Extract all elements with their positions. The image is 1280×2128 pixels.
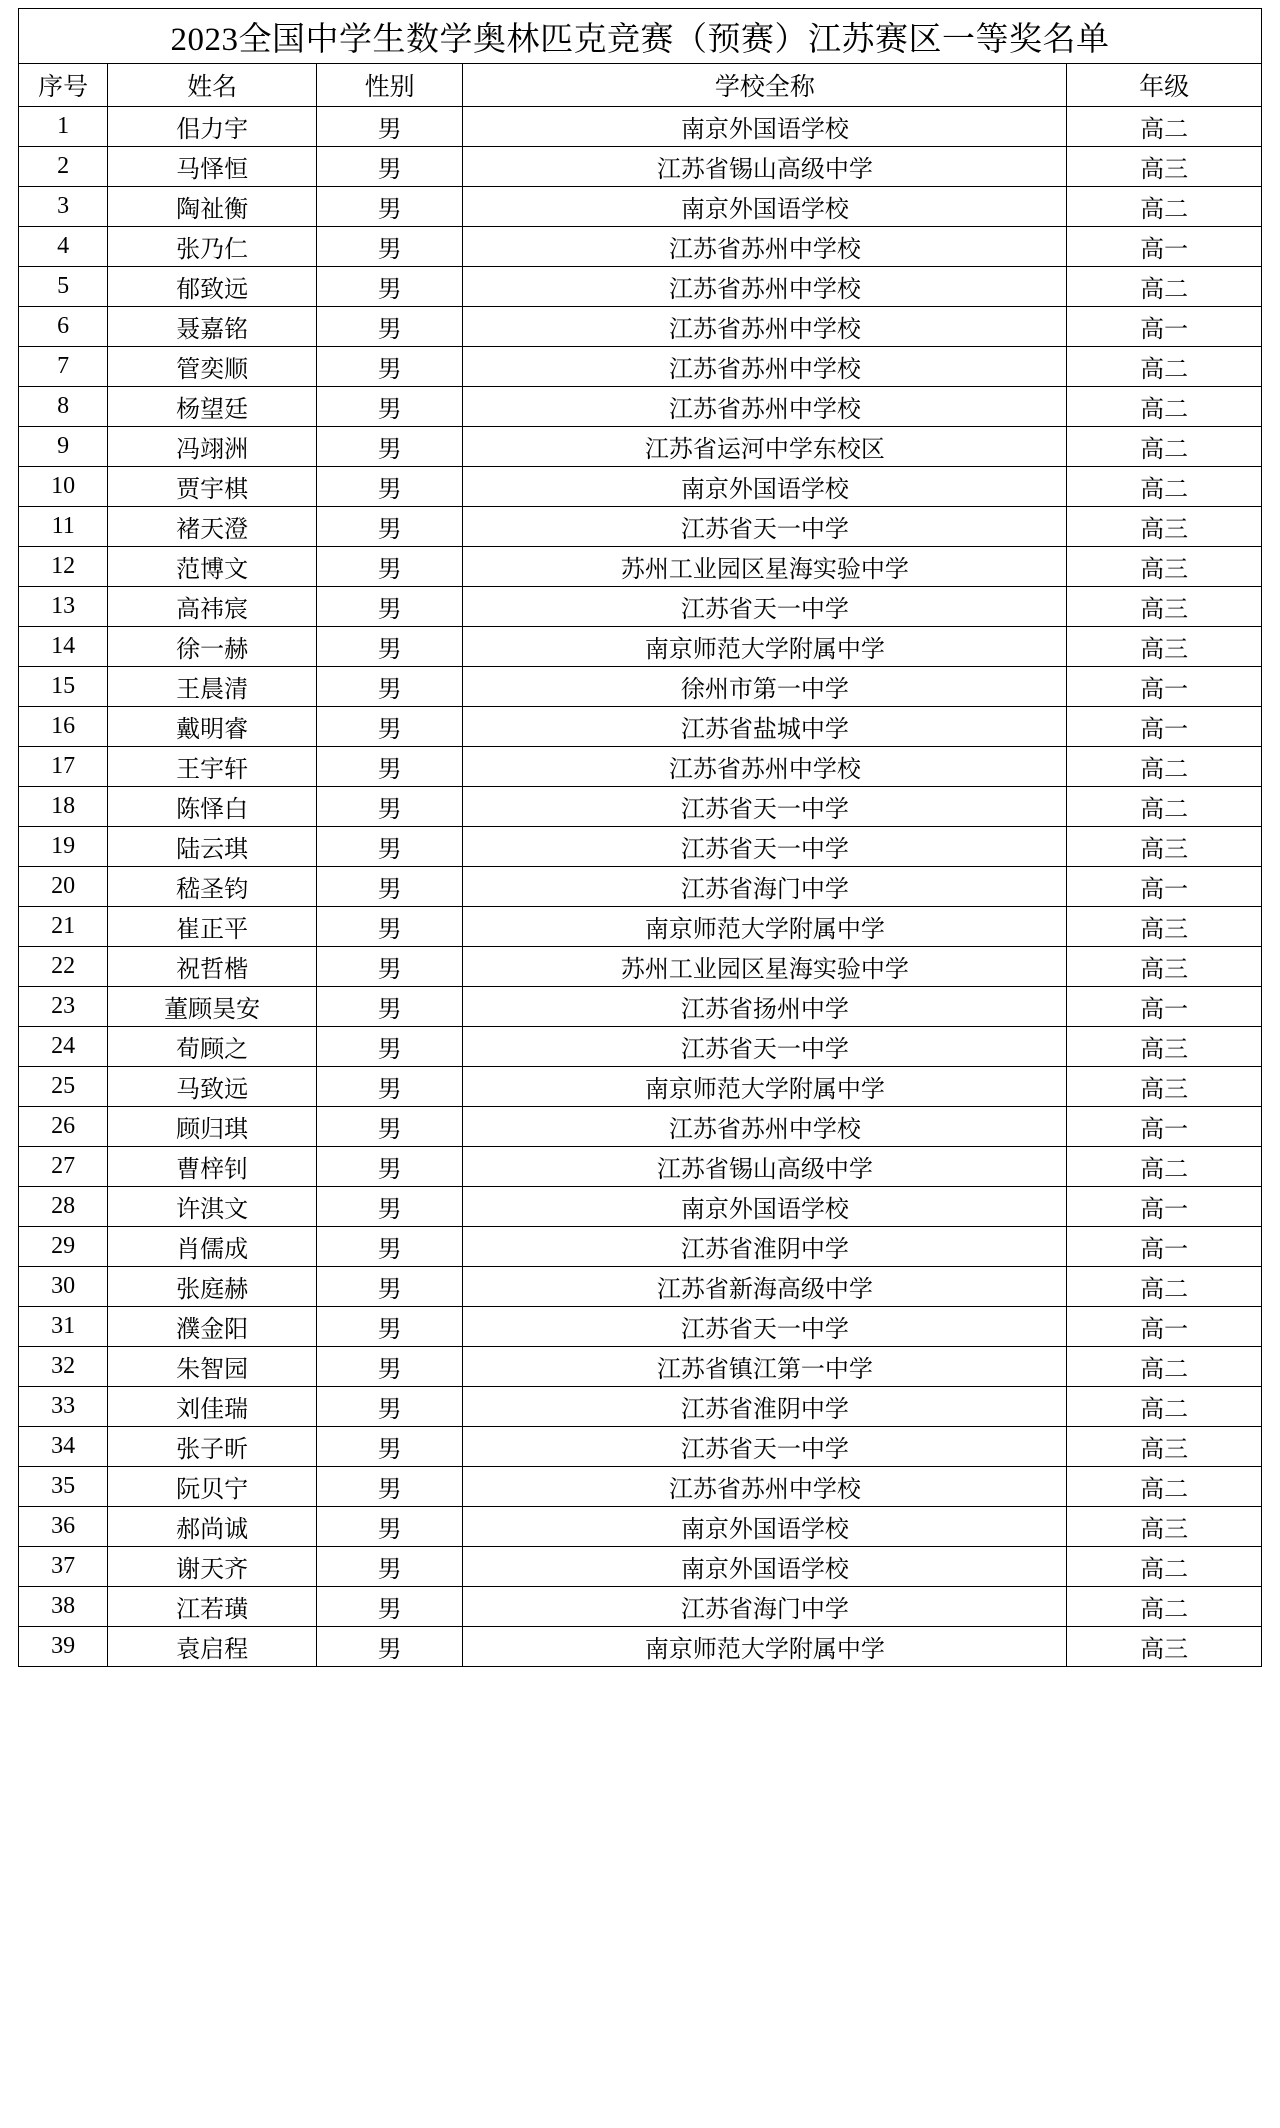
table-row: [19, 1027, 1262, 1067]
cell-gender: 男: [316, 387, 463, 427]
cell-name: 王晨清: [108, 667, 317, 707]
table-row: [19, 707, 1262, 747]
cell-index: 7: [19, 347, 108, 387]
cell-school: 江苏省天一中学: [463, 1427, 1067, 1467]
table-row: [19, 1427, 1262, 1467]
cell-grade: 高一: [1067, 307, 1262, 347]
cell-grade: 高二: [1067, 1547, 1262, 1587]
cell-grade: 高三: [1067, 147, 1262, 187]
cell-gender: 男: [316, 1387, 463, 1427]
cell-school: 南京外国语学校: [463, 187, 1067, 227]
cell-grade: 高二: [1067, 747, 1262, 787]
table-row: [19, 1387, 1262, 1427]
cell-school: 江苏省扬州中学: [463, 987, 1067, 1027]
cell-grade: 高三: [1067, 547, 1262, 587]
cell-school: 江苏省天一中学: [463, 787, 1067, 827]
cell-school: 江苏省淮阴中学: [463, 1227, 1067, 1267]
cell-school: 江苏省苏州中学校: [463, 387, 1067, 427]
cell-name: 张乃仁: [108, 227, 317, 267]
cell-grade: 高一: [1067, 1307, 1262, 1347]
cell-index: 8: [19, 387, 108, 427]
cell-grade: 高二: [1067, 387, 1262, 427]
cell-index: 24: [19, 1027, 108, 1067]
cell-gender: 男: [316, 467, 463, 507]
table-row: [19, 347, 1262, 387]
cell-school: 南京师范大学附属中学: [463, 907, 1067, 947]
award-list-table: [18, 8, 1262, 1667]
cell-grade: 高二: [1067, 1147, 1262, 1187]
cell-index: 2: [19, 147, 108, 187]
cell-school: 江苏省镇江第一中学: [463, 1347, 1067, 1387]
cell-gender: 男: [316, 867, 463, 907]
table-row: [19, 747, 1262, 787]
cell-name: 陆云琪: [108, 827, 317, 867]
table-row: [19, 387, 1262, 427]
cell-gender: 男: [316, 1067, 463, 1107]
cell-grade: 高三: [1067, 1067, 1262, 1107]
cell-gender: 男: [316, 1467, 463, 1507]
cell-name: 戴明睿: [108, 707, 317, 747]
cell-gender: 男: [316, 627, 463, 667]
cell-gender: 男: [316, 947, 463, 987]
column-header-grade: 年级: [1067, 64, 1262, 107]
table-row: [19, 147, 1262, 187]
table-row: [19, 867, 1262, 907]
cell-index: 15: [19, 667, 108, 707]
cell-grade: 高二: [1067, 1347, 1262, 1387]
cell-school: 江苏省苏州中学校: [463, 1107, 1067, 1147]
cell-name: 王宇轩: [108, 747, 317, 787]
cell-name: 高祎宸: [108, 587, 317, 627]
table-row: [19, 1307, 1262, 1347]
table-row: [19, 907, 1262, 947]
cell-grade: 高二: [1067, 467, 1262, 507]
cell-index: 18: [19, 787, 108, 827]
cell-school: 江苏省苏州中学校: [463, 307, 1067, 347]
cell-school: 江苏省海门中学: [463, 1587, 1067, 1627]
cell-index: 5: [19, 267, 108, 307]
cell-name: 崔正平: [108, 907, 317, 947]
table-body: [19, 9, 1262, 1667]
cell-gender: 男: [316, 1307, 463, 1347]
cell-index: 30: [19, 1267, 108, 1307]
cell-gender: 男: [316, 1027, 463, 1067]
cell-school: 南京师范大学附属中学: [463, 1067, 1067, 1107]
cell-gender: 男: [316, 1587, 463, 1627]
table-row: [19, 1347, 1262, 1387]
cell-name: 陈怿白: [108, 787, 317, 827]
cell-school: 南京师范大学附属中学: [463, 1627, 1067, 1667]
cell-school: 南京外国语学校: [463, 107, 1067, 147]
cell-school: 江苏省天一中学: [463, 827, 1067, 867]
cell-index: 28: [19, 1187, 108, 1227]
table-row: [19, 947, 1262, 987]
cell-name: 董顾昊安: [108, 987, 317, 1027]
cell-name: 杨望廷: [108, 387, 317, 427]
cell-name: 郝尚诚: [108, 1507, 317, 1547]
table-row: [19, 1627, 1262, 1667]
cell-name: 佀力宇: [108, 107, 317, 147]
cell-gender: 男: [316, 787, 463, 827]
cell-gender: 男: [316, 107, 463, 147]
cell-school: 江苏省天一中学: [463, 587, 1067, 627]
cell-grade: 高一: [1067, 227, 1262, 267]
table-row: [19, 987, 1262, 1027]
cell-school: 江苏省苏州中学校: [463, 267, 1067, 307]
cell-school: 江苏省盐城中学: [463, 707, 1067, 747]
cell-grade: 高三: [1067, 1427, 1262, 1467]
cell-name: 刘佳瑞: [108, 1387, 317, 1427]
cell-grade: 高二: [1067, 787, 1262, 827]
cell-school: 江苏省天一中学: [463, 1307, 1067, 1347]
cell-name: 聂嘉铭: [108, 307, 317, 347]
table-row: [19, 787, 1262, 827]
cell-index: 29: [19, 1227, 108, 1267]
cell-gender: 男: [316, 307, 463, 347]
cell-school: 江苏省苏州中学校: [463, 1467, 1067, 1507]
table-row: [19, 107, 1262, 147]
cell-index: 1: [19, 107, 108, 147]
cell-index: 32: [19, 1347, 108, 1387]
cell-grade: 高一: [1067, 987, 1262, 1027]
cell-index: 6: [19, 307, 108, 347]
table-row: [19, 507, 1262, 547]
cell-gender: 男: [316, 1627, 463, 1667]
cell-school: 江苏省淮阴中学: [463, 1387, 1067, 1427]
cell-gender: 男: [316, 427, 463, 467]
cell-index: 31: [19, 1307, 108, 1347]
cell-index: 3: [19, 187, 108, 227]
cell-name: 阮贝宁: [108, 1467, 317, 1507]
cell-gender: 男: [316, 987, 463, 1027]
cell-name: 陶祉衡: [108, 187, 317, 227]
cell-name: 马怿恒: [108, 147, 317, 187]
table-row: [19, 1227, 1262, 1267]
cell-name: 曹梓钊: [108, 1147, 317, 1187]
cell-index: 25: [19, 1067, 108, 1107]
cell-name: 张庭赫: [108, 1267, 317, 1307]
table-row: [19, 1267, 1262, 1307]
cell-name: 嵇圣钧: [108, 867, 317, 907]
cell-grade: 高一: [1067, 1227, 1262, 1267]
cell-gender: 男: [316, 227, 463, 267]
cell-name: 褚天澄: [108, 507, 317, 547]
cell-index: 9: [19, 427, 108, 467]
cell-grade: 高二: [1067, 1587, 1262, 1627]
cell-school: 江苏省锡山高级中学: [463, 1147, 1067, 1187]
cell-gender: 男: [316, 1227, 463, 1267]
cell-index: 12: [19, 547, 108, 587]
cell-gender: 男: [316, 1347, 463, 1387]
cell-gender: 男: [316, 347, 463, 387]
table-row: [19, 187, 1262, 227]
cell-gender: 男: [316, 1107, 463, 1147]
cell-name: 许淇文: [108, 1187, 317, 1227]
cell-index: 22: [19, 947, 108, 987]
cell-index: 13: [19, 587, 108, 627]
cell-grade: 高一: [1067, 867, 1262, 907]
cell-index: 11: [19, 507, 108, 547]
table-row: [19, 827, 1262, 867]
column-header-school: 学校全称: [463, 64, 1067, 107]
cell-gender: 男: [316, 1187, 463, 1227]
cell-index: 23: [19, 987, 108, 1027]
table-row: [19, 1467, 1262, 1507]
cell-grade: 高一: [1067, 1107, 1262, 1147]
cell-index: 10: [19, 467, 108, 507]
table-row: [19, 627, 1262, 667]
cell-name: 江若璜: [108, 1587, 317, 1627]
cell-index: 20: [19, 867, 108, 907]
table-row: [19, 547, 1262, 587]
cell-name: 袁启程: [108, 1627, 317, 1667]
cell-name: 濮金阳: [108, 1307, 317, 1347]
cell-gender: 男: [316, 1267, 463, 1307]
table-row: [19, 307, 1262, 347]
cell-name: 顾归琪: [108, 1107, 317, 1147]
cell-index: 19: [19, 827, 108, 867]
table-row: [19, 1187, 1262, 1227]
cell-gender: 男: [316, 507, 463, 547]
cell-school: 江苏省海门中学: [463, 867, 1067, 907]
cell-index: 33: [19, 1387, 108, 1427]
header-row: [19, 64, 1262, 107]
cell-school: 苏州工业园区星海实验中学: [463, 947, 1067, 987]
table-row: [19, 1107, 1262, 1147]
cell-gender: 男: [316, 587, 463, 627]
cell-grade: 高三: [1067, 1627, 1262, 1667]
cell-grade: 高三: [1067, 507, 1262, 547]
cell-gender: 男: [316, 1547, 463, 1587]
cell-gender: 男: [316, 187, 463, 227]
table-row: [19, 1547, 1262, 1587]
table-row: [19, 267, 1262, 307]
cell-school: 南京外国语学校: [463, 1187, 1067, 1227]
cell-grade: 高一: [1067, 1187, 1262, 1227]
cell-index: 16: [19, 707, 108, 747]
table-row: [19, 1587, 1262, 1627]
table-row: [19, 427, 1262, 467]
table-row: [19, 1067, 1262, 1107]
cell-school: 江苏省苏州中学校: [463, 347, 1067, 387]
cell-grade: 高二: [1067, 427, 1262, 467]
cell-grade: 高二: [1067, 1387, 1262, 1427]
cell-school: 南京外国语学校: [463, 467, 1067, 507]
title-row: [19, 9, 1262, 64]
cell-index: 17: [19, 747, 108, 787]
cell-school: 江苏省天一中学: [463, 1027, 1067, 1067]
cell-gender: 男: [316, 1427, 463, 1467]
cell-index: 37: [19, 1547, 108, 1587]
cell-gender: 男: [316, 747, 463, 787]
cell-school: 江苏省天一中学: [463, 507, 1067, 547]
cell-name: 管奕顺: [108, 347, 317, 387]
cell-grade: 高三: [1067, 1507, 1262, 1547]
cell-school: 江苏省运河中学东校区: [463, 427, 1067, 467]
table-row: [19, 1147, 1262, 1187]
table-row: [19, 587, 1262, 627]
table-row: [19, 467, 1262, 507]
cell-school: 南京师范大学附属中学: [463, 627, 1067, 667]
cell-index: 26: [19, 1107, 108, 1147]
cell-grade: 高二: [1067, 1467, 1262, 1507]
cell-grade: 高一: [1067, 707, 1262, 747]
cell-gender: 男: [316, 147, 463, 187]
cell-gender: 男: [316, 267, 463, 307]
cell-grade: 高三: [1067, 947, 1262, 987]
cell-school: 苏州工业园区星海实验中学: [463, 547, 1067, 587]
cell-gender: 男: [316, 707, 463, 747]
cell-name: 徐一赫: [108, 627, 317, 667]
cell-grade: 高二: [1067, 1267, 1262, 1307]
cell-gender: 男: [316, 547, 463, 587]
cell-index: 36: [19, 1507, 108, 1547]
column-header-name: 姓名: [108, 64, 317, 107]
cell-grade: 高三: [1067, 827, 1262, 867]
cell-name: 马致远: [108, 1067, 317, 1107]
cell-index: 4: [19, 227, 108, 267]
table-row: [19, 227, 1262, 267]
column-header-index: 序号: [19, 64, 108, 107]
cell-name: 荀顾之: [108, 1027, 317, 1067]
cell-name: 张子昕: [108, 1427, 317, 1467]
cell-school: 徐州市第一中学: [463, 667, 1067, 707]
cell-grade: 高二: [1067, 267, 1262, 307]
cell-gender: 男: [316, 667, 463, 707]
cell-index: 39: [19, 1627, 108, 1667]
cell-index: 35: [19, 1467, 108, 1507]
cell-index: 34: [19, 1427, 108, 1467]
cell-school: 江苏省苏州中学校: [463, 227, 1067, 267]
cell-name: 祝哲楷: [108, 947, 317, 987]
table-row: [19, 1507, 1262, 1547]
cell-name: 郁致远: [108, 267, 317, 307]
cell-grade: 高二: [1067, 107, 1262, 147]
cell-gender: 男: [316, 907, 463, 947]
cell-school: 江苏省新海高级中学: [463, 1267, 1067, 1307]
cell-gender: 男: [316, 1507, 463, 1547]
cell-grade: 高一: [1067, 667, 1262, 707]
cell-grade: 高二: [1067, 187, 1262, 227]
cell-name: 冯翊洲: [108, 427, 317, 467]
cell-name: 贾宇棋: [108, 467, 317, 507]
cell-name: 朱智园: [108, 1347, 317, 1387]
cell-school: 南京外国语学校: [463, 1547, 1067, 1587]
cell-grade: 高三: [1067, 907, 1262, 947]
cell-name: 肖儒成: [108, 1227, 317, 1267]
cell-index: 38: [19, 1587, 108, 1627]
cell-name: 谢天齐: [108, 1547, 317, 1587]
cell-grade: 高三: [1067, 587, 1262, 627]
cell-school: 南京外国语学校: [463, 1507, 1067, 1547]
cell-grade: 高二: [1067, 347, 1262, 387]
cell-name: 范博文: [108, 547, 317, 587]
cell-grade: 高三: [1067, 627, 1262, 667]
cell-index: 14: [19, 627, 108, 667]
cell-index: 21: [19, 907, 108, 947]
cell-grade: 高三: [1067, 1027, 1262, 1067]
cell-gender: 男: [316, 827, 463, 867]
page-title: 2023全国中学生数学奥林匹克竞赛（预赛）江苏赛区一等奖名单: [19, 9, 1262, 64]
cell-gender: 男: [316, 1147, 463, 1187]
cell-school: 江苏省锡山高级中学: [463, 147, 1067, 187]
cell-school: 江苏省苏州中学校: [463, 747, 1067, 787]
table-row: [19, 667, 1262, 707]
column-header-gender: 性别: [316, 64, 463, 107]
cell-index: 27: [19, 1147, 108, 1187]
